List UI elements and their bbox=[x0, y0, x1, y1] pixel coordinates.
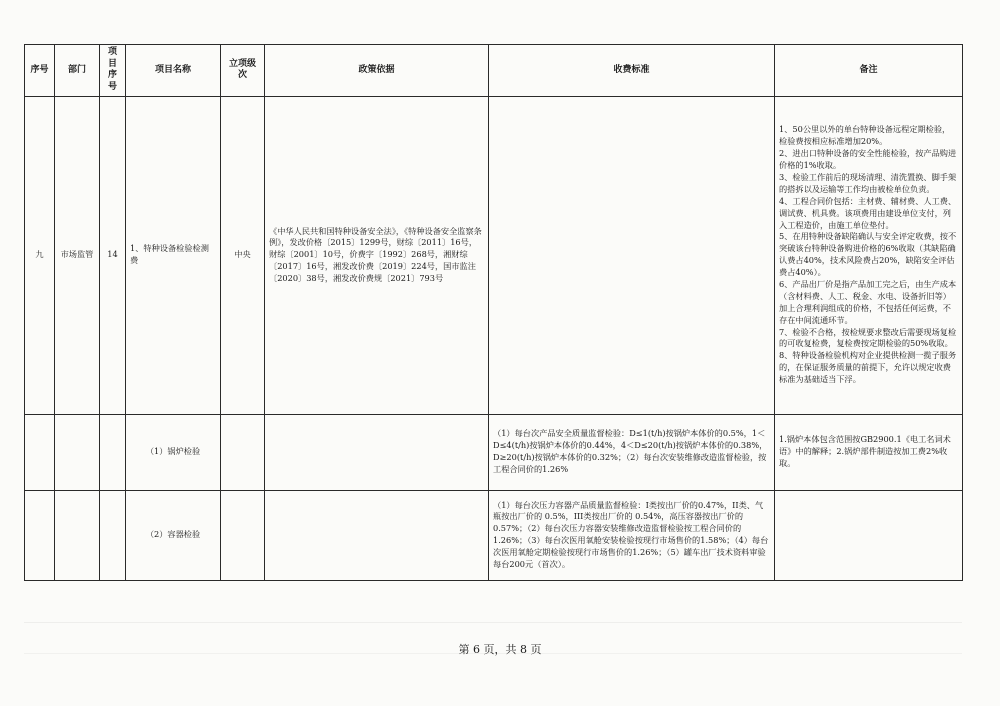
cell-policy bbox=[265, 490, 489, 580]
cell-item-no bbox=[100, 490, 126, 580]
cell-standard: （1）每台次产品安全质量监督检验：D≤1(t/h)按锅炉本体价的0.5%，1＜D≤4(t/h)按锅炉本体价的0.44%，4＜D≤20(t/h)按锅炉本体价的0.38%，D≥20(t/h)按锅炉本体价的0.32%；（2）每台次安装维修改造监督检验，按工程合同价的1.26% bbox=[489, 414, 775, 490]
remark-line: 2、进出口特种设备的安全性能检验，按产品购进价格的1%收取。 bbox=[779, 148, 957, 171]
cell-seq bbox=[25, 490, 55, 580]
header-remark: 备注 bbox=[775, 45, 963, 97]
cell-level bbox=[221, 490, 265, 580]
cell-level bbox=[221, 414, 265, 490]
page-number: 第 6 页，共 8 页 bbox=[458, 643, 542, 656]
cell-dept bbox=[55, 490, 100, 580]
remark-line: 7、检验不合格，按检规要求整改后需要现场复检的可收复检费，复检费按定期检验的50%收取。 bbox=[779, 326, 957, 349]
cell-dept: 市场监管 bbox=[55, 96, 100, 414]
cell-name: （1）锅炉检验 bbox=[126, 414, 221, 490]
remark-line: 4、工程合同价包括：主材费、辅材费、人工费、调试费、机具费。该项费用由建设单位支付，列入工程造价，由施工单位垫付。 bbox=[779, 195, 957, 230]
cell-dept bbox=[55, 414, 100, 490]
header-dept: 部门 bbox=[55, 45, 100, 97]
cell-remark: 1.锅炉本体包含范围按GB2900.1《电工名词术语》中的解释；2.锅炉部件制造按加工费2%收取。 bbox=[775, 414, 963, 490]
remark-line: 5、在用特种设备缺陷确认与安全评定收费，按不突破该台特种设备购进价格的6%收取（其缺陷确认费占40%，技术风险费占20%，缺陷安全评估费占40%）。 bbox=[779, 231, 957, 278]
header-standard: 收费标准 bbox=[489, 45, 775, 97]
cell-remark bbox=[775, 490, 963, 580]
fee-table bbox=[24, 44, 963, 581]
header-seq: 序号 bbox=[25, 45, 55, 97]
remark-line: 6、产品出厂价是指产品加工完之后，由生产成本（含材料费、人工、税金、水电、设备折旧等）加上合理利润组成的价格，不包括任何运费，不存在中间流通环节。 bbox=[779, 279, 957, 325]
cell-policy: 《中华人民共和国特种设备安全法》，《特种设备安全监察条例》，发改价格〔2015〕1299号，财综〔2011〕16号，财综〔2001〕10号，价费字〔1992〕268号，湘财综〔2017〕16号，湘发改价费〔2019〕224号，国市监注〔2020〕38号，湘发改价费规〔2021〕793号 bbox=[265, 96, 489, 414]
cell-level: 中央 bbox=[221, 96, 265, 414]
remark-line: 1、50公里以外的单台特种设备远程定期检验，检验费按相应标准增加20%。 bbox=[779, 124, 951, 147]
header-policy: 政策依据 bbox=[265, 45, 489, 97]
table-header-row bbox=[25, 45, 963, 97]
cell-item-no: 14 bbox=[100, 96, 126, 414]
cell-item-no bbox=[100, 414, 126, 490]
table-row bbox=[25, 96, 963, 414]
header-level: 立项级次 bbox=[221, 45, 265, 97]
remark-line: 8、特种设备检验机构对企业提供检测一揽子服务的，在保证服务质量的前提下，允许以规定收费标准为基础适当下浮。 bbox=[779, 350, 957, 385]
cell-policy bbox=[265, 414, 489, 490]
cell-standard bbox=[489, 96, 775, 414]
header-name: 项目名称 bbox=[126, 45, 221, 97]
cell-name: 1、特种设备检验检测费 bbox=[126, 96, 221, 414]
remark-line: 3、检验工作前后的现场清理、清洗置换、脚手架的搭拆以及运输等工作均由被检单位负责。 bbox=[779, 172, 957, 194]
cell-standard: （1）每台次压力容器产品质量监督检验：I类按出厂价的0.47%，II类、气瓶按出厂价的 0.5%，III类按出厂价的 0.54%，高压容器按出厂价的 0.57%；（2）每台次压力容器安装维修改造监督检验按工程合同价的1.26%；（3）每台次医用氧舱安装检验按现行市场售价的1.58%；（4）每台次医用氧舱定期检验按现行市场售价的1.26%；（5）罐车出厂技术资料审验每台200元（首次）。 bbox=[489, 490, 775, 580]
cell-remark bbox=[775, 96, 963, 414]
header-item-no: 项目序号 bbox=[100, 45, 126, 97]
table-row bbox=[25, 490, 963, 580]
table-row bbox=[25, 414, 963, 490]
cell-name: （2）容器检验 bbox=[126, 490, 221, 580]
cell-seq bbox=[25, 414, 55, 490]
cell-seq: 九 bbox=[25, 96, 55, 414]
